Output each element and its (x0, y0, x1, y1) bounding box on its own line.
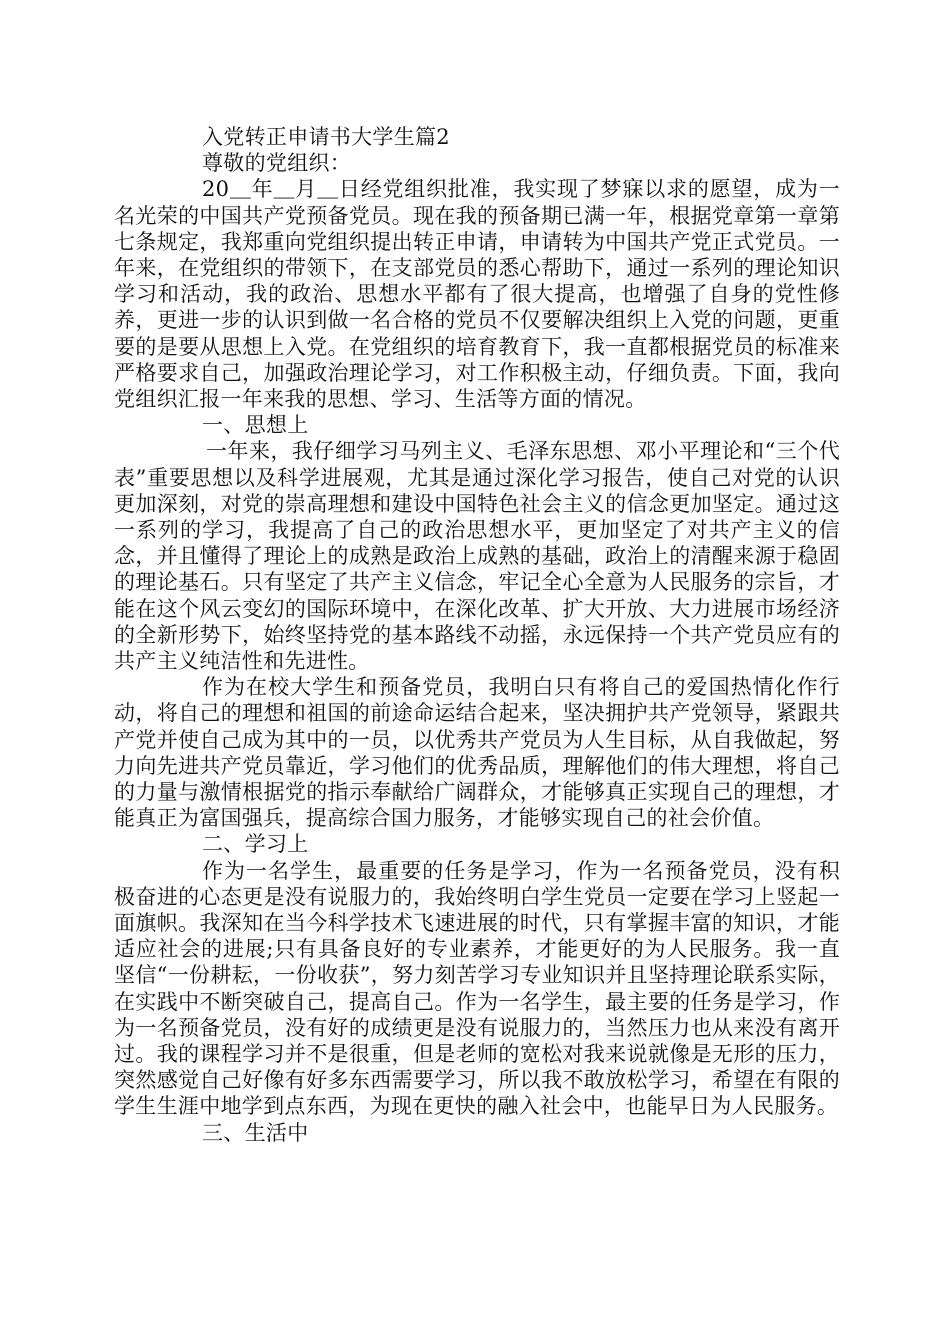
section-heading-study: 二、学习上 (202, 832, 309, 857)
document-page (114, 124, 840, 1146)
thought-paragraph: 一年来，我仔细学习马列主义、毛泽东思想、邓小平理论和“三个代表”重要思想以及科学进展观，尤其是通过深化学习报告，使自己对党的认识更加深刻，对党的崇高理想和建设中国特色社会主义的信念更加坚定。通过这一系列的学习，我提高了自己的政治思想水平，更加坚定了对共产主义的信念，并且懂得了理论上的成熟是政治上成熟的基础，政治上的清醒来源于稳固的理论基石。只有坚定了共产主义信念，牢记全心全意为人民服务的宗旨，才能在这个风云变幻的国际环境中，在深化改革、扩大开放、大力进展市场经济的全新形势下，始终坚持党的基本路线不动摇，永远保持一个共产党员应有的共产主义纯洁性和先进性。 (114, 439, 840, 674)
section-heading-life: 三、生活中 (202, 1120, 309, 1145)
document-title: 入党转正申请书大学生篇2 (202, 125, 450, 149)
salutation: 尊敬的党组织： (202, 151, 352, 176)
study-paragraph: 作为一名学生，最重要的任务是学习，作为一名预备党员，没有积极奋进的心态更是没有说服力的，我始终明白学生党员一定要在学习上竖起一面旗帜。我深知在当今科学技术飞速进展的时代，只有掌握丰富的知识，才能适应社会的进展;只有具备良好的专业素养，才能更好的为人民服务。我一直坚信“一份耕耘，一份收获”，努力刻苦学习专业知识并且坚持理论联系实际，在实践中不断突破自己，提高自己。作为一名学生，最主要的任务是学习，作为一名预备党员，没有好的成绩更是没有说服力的，当然压力也从来没有离开过。我的课程学习并不是很重，但是老师的宽松对我来说就像是无形的压力，突然感觉自己好像有好多东西需要学习，所以我不敢放松学习，希望在有限的学生生涯中地学到点东西，为现在更快的融入社会中，也能早日为人民服务。 (114, 858, 840, 1119)
intro-paragraph: 20＿年＿月＿日经党组织批准，我实现了梦寐以求的愿望，成为一名光荣的中国共产党预备党员。现在我的预备期已满一年，根据党章第一章第七条规定，我郑重向党组织提出转正申请，申请转为中国共产党正式党员。一年来，在党组织的带领下，在支部党员的悉心帮助下，通过一系列的理论知识学习和活动，我的政治、思想水平都有了很大提高，也增强了自身的党性修养，更进一步的认识到做一名合格的党员不仅要解决组织上入党的问题，更重要的是要从思想上入党。在党组织的培育教育下，我一直都根据党员的标准来严格要求自己，加强政治理论学习，对工作积极主动，仔细负责。下面，我向党组织汇报一年来我的思想、学习、生活等方面的情况。 (114, 177, 840, 411)
section-heading-thought: 一、思想上 (202, 413, 309, 438)
student-member-paragraph: 作为在校大学生和预备党员，我明白只有将自己的爱国热情化作行动，将自己的理想和祖国的前途命运结合起来，坚决拥护共产党领导，紧跟共产党并使自己成为其中的一员，以优秀共产党员为人生目标，从自我做起，努力向先进共产党员靠近，学习他们的优秀品质，理解他们的伟大理想，将自己的力量与激情根据党的指示奉献给广阔群众，才能够真正实现自己的理想，才能真正为富国强兵，提高综合国力服务，才能够实现自己的社会价值。 (114, 675, 840, 831)
